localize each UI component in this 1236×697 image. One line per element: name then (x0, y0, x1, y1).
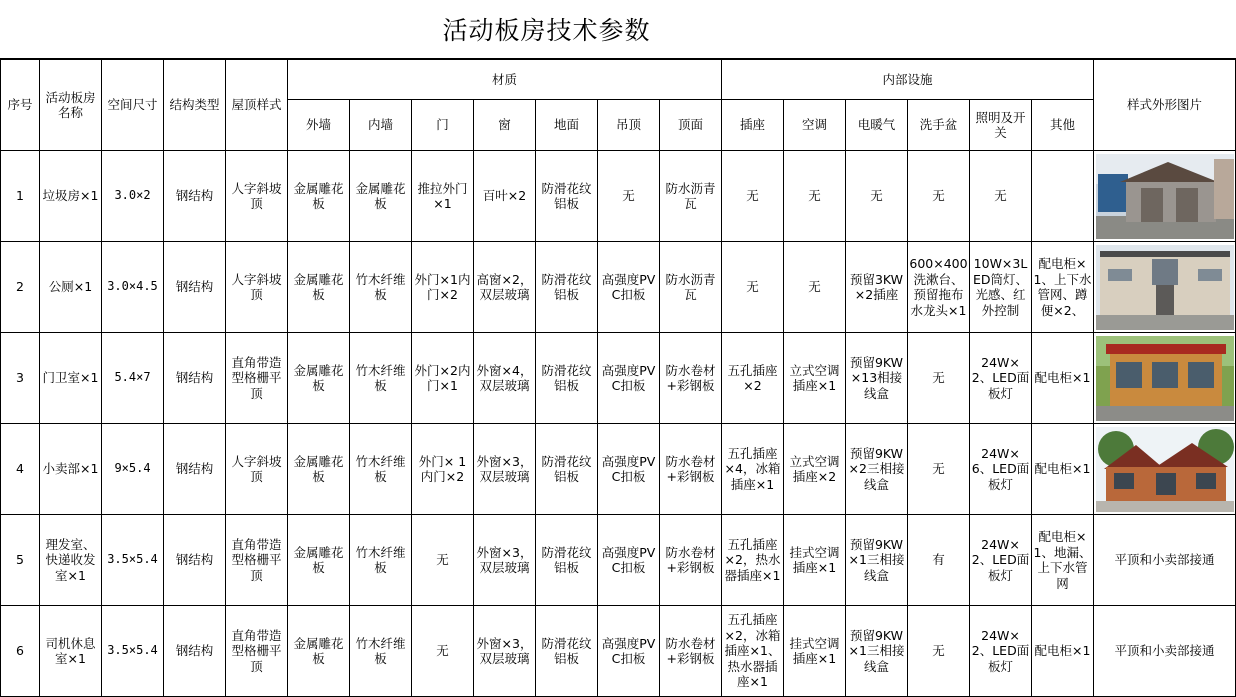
cell-name: 理发室、快递收发室×1 (40, 515, 102, 606)
cell-material: 外窗×3，双层玻璃 (474, 515, 536, 606)
cell-image-text: 平顶和小卖部接通 (1094, 606, 1236, 697)
header-material: 吊顶 (598, 100, 660, 151)
cell-size: 5.4×7 (102, 333, 164, 424)
cell-structure: 钢结构 (164, 242, 226, 333)
cell-name: 门卫室×1 (40, 333, 102, 424)
cell-material: 防水卷材+彩钢板 (660, 515, 722, 606)
header-image: 样式外形图片 (1094, 60, 1236, 151)
cell-facility: 无 (908, 333, 970, 424)
cell-material: 高强度PVC扣板 (598, 424, 660, 515)
header-facility: 照明及开关 (970, 100, 1032, 151)
cell-size: 3.5×5.4 (102, 515, 164, 606)
cell-facility: 无 (908, 606, 970, 697)
cell-roof: 人字斜坡顶 (226, 242, 288, 333)
cell-facility: 立式空调插座×2 (784, 424, 846, 515)
cell-structure: 钢结构 (164, 606, 226, 697)
cell-facility: 无 (722, 242, 784, 333)
header-material: 门 (412, 100, 474, 151)
shop-photo (1096, 427, 1234, 512)
cell-facility: 600×400洗漱台、预留拖布水龙头×1 (908, 242, 970, 333)
spec-table (0, 59, 1236, 697)
cell-material: 外门×2内门×1 (412, 333, 474, 424)
header-size: 空间尺寸 (102, 60, 164, 151)
cell-facility: 五孔插座×2，热水器插座×1 (722, 515, 784, 606)
cell-facility: 无 (846, 151, 908, 242)
cell-material: 无 (412, 515, 474, 606)
header-structure: 结构类型 (164, 60, 226, 151)
cell-facility: 配电柜×1 (1032, 424, 1094, 515)
table-row (1, 424, 1236, 515)
cell-facility: 24W×2、LED面板灯 (970, 606, 1032, 697)
cell-material: 无 (598, 151, 660, 242)
header-row-1 (1, 60, 1236, 100)
cell-material: 防水卷材+彩钢板 (660, 424, 722, 515)
cell-material: 金属雕花板 (288, 333, 350, 424)
cell-material: 外窗×3，双层玻璃 (474, 606, 536, 697)
cell-facility: 挂式空调插座×1 (784, 606, 846, 697)
cell-facility: 预留3KW×2插座 (846, 242, 908, 333)
cell-facility: 无 (970, 151, 1032, 242)
cell-facility: 无 (908, 424, 970, 515)
cell-roof: 人字斜坡顶 (226, 424, 288, 515)
cell-facility: 挂式空调插座×1 (784, 515, 846, 606)
photo-cell (1094, 424, 1236, 515)
cell-material: 竹木纤维板 (350, 606, 412, 697)
garbage-room-photo (1096, 154, 1234, 239)
header-name: 活动板房名称 (40, 60, 102, 151)
cell-image-text: 平顶和小卖部接通 (1094, 515, 1236, 606)
cell-facility: 24W×2、LED面板灯 (970, 515, 1032, 606)
cell-seq: 6 (1, 606, 40, 697)
cell-facility: 无 (784, 242, 846, 333)
cell-seq: 5 (1, 515, 40, 606)
cell-facility: 五孔插座×2，冰箱插座×1、热水器插座×1 (722, 606, 784, 697)
cell-material: 推拉外门×1 (412, 151, 474, 242)
cell-material: 高窗×2，双层玻璃 (474, 242, 536, 333)
cell-facility: 预留9KW×2三相接线盒 (846, 424, 908, 515)
cell-structure: 钢结构 (164, 515, 226, 606)
cell-facility: 预留9KW×13相接线盒 (846, 333, 908, 424)
cell-facility (1032, 151, 1094, 242)
cell-size: 9×5.4 (102, 424, 164, 515)
cell-material: 防水沥青瓦 (660, 151, 722, 242)
cell-material: 外门×1内门×2 (412, 242, 474, 333)
cell-material: 金属雕花板 (350, 151, 412, 242)
cell-facility: 配电柜×1、地漏、上下水管网 (1032, 515, 1094, 606)
header-facilities-group: 内部设施 (722, 60, 1094, 100)
cell-size: 3.0×2 (102, 151, 164, 242)
cell-material: 防水卷材+彩钢板 (660, 333, 722, 424)
cell-material: 金属雕花板 (288, 606, 350, 697)
header-material: 顶面 (660, 100, 722, 151)
cell-roof: 直角带造型格栅平顶 (226, 606, 288, 697)
cell-name: 公厕×1 (40, 242, 102, 333)
table-row (1, 151, 1236, 242)
cell-facility: 配电柜×1 (1032, 606, 1094, 697)
header-material: 外墙 (288, 100, 350, 151)
cell-facility: 预留9KW×1三相接线盒 (846, 606, 908, 697)
cell-material: 防滑花纹铝板 (536, 151, 598, 242)
cell-roof: 直角带造型格栅平顶 (226, 333, 288, 424)
table-row (1, 333, 1236, 424)
cell-material: 高强度PVC扣板 (598, 242, 660, 333)
cell-roof: 人字斜坡顶 (226, 151, 288, 242)
cell-structure: 钢结构 (164, 151, 226, 242)
cell-seq: 3 (1, 333, 40, 424)
header-roof-style: 屋顶样式 (226, 60, 288, 151)
header-facility: 插座 (722, 100, 784, 151)
guard-room-photo (1096, 336, 1234, 421)
header-material: 窗 (474, 100, 536, 151)
header-seq: 序号 (1, 60, 40, 151)
table-row (1, 606, 1236, 697)
cell-structure: 钢结构 (164, 333, 226, 424)
cell-material: 无 (412, 606, 474, 697)
cell-facility: 五孔插座×4，冰箱插座×1 (722, 424, 784, 515)
header-material-group: 材质 (288, 60, 722, 100)
header-facility: 电暖气 (846, 100, 908, 151)
photo-cell (1094, 151, 1236, 242)
cell-seq: 2 (1, 242, 40, 333)
cell-material: 竹木纤维板 (350, 242, 412, 333)
cell-facility: 24W×2、LED面板灯 (970, 333, 1032, 424)
cell-seq: 4 (1, 424, 40, 515)
cell-facility: 24W×6、LED面板灯 (970, 424, 1032, 515)
cell-size: 3.5×5.4 (102, 606, 164, 697)
cell-material: 竹木纤维板 (350, 333, 412, 424)
cell-material: 高强度PVC扣板 (598, 333, 660, 424)
cell-facility: 预留9KW×1三相接线盒 (846, 515, 908, 606)
cell-material: 金属雕花板 (288, 424, 350, 515)
header-facility: 空调 (784, 100, 846, 151)
cell-roof: 直角带造型格栅平顶 (226, 515, 288, 606)
cell-size: 3.0×4.5 (102, 242, 164, 333)
photo-cell (1094, 242, 1236, 333)
cell-material: 高强度PVC扣板 (598, 515, 660, 606)
cell-facility: 配电柜×1、上下水管网、蹲便×2、 (1032, 242, 1094, 333)
cell-material: 防滑花纹铝板 (536, 515, 598, 606)
cell-facility: 无 (908, 151, 970, 242)
cell-seq: 1 (1, 151, 40, 242)
cell-facility: 10W×3LED筒灯、光感、红外控制 (970, 242, 1032, 333)
cell-material: 外窗×3，双层玻璃 (474, 424, 536, 515)
cell-name: 小卖部×1 (40, 424, 102, 515)
cell-material: 外窗×4，双层玻璃 (474, 333, 536, 424)
cell-material: 防滑花纹铝板 (536, 333, 598, 424)
cell-material: 防水卷材+彩钢板 (660, 606, 722, 697)
cell-facility: 无 (784, 151, 846, 242)
cell-material: 百叶×2 (474, 151, 536, 242)
cell-material: 竹木纤维板 (350, 424, 412, 515)
cell-material: 金属雕花板 (288, 242, 350, 333)
header-material: 地面 (536, 100, 598, 151)
cell-facility: 五孔插座×2 (722, 333, 784, 424)
toilet-photo (1096, 245, 1234, 330)
document-title: 活动板房技术参数 (442, 16, 651, 45)
table-row (1, 515, 1236, 606)
table-row (1, 242, 1236, 333)
cell-structure: 钢结构 (164, 424, 226, 515)
cell-material: 防水沥青瓦 (660, 242, 722, 333)
cell-material: 防滑花纹铝板 (536, 242, 598, 333)
cell-facility: 配电柜×1 (1032, 333, 1094, 424)
header-facility: 其他 (1032, 100, 1094, 151)
cell-material: 外门× 1内门×2 (412, 424, 474, 515)
photo-cell (1094, 333, 1236, 424)
cell-material: 金属雕花板 (288, 151, 350, 242)
cell-material: 防滑花纹铝板 (536, 606, 598, 697)
cell-material: 高强度PVC扣板 (598, 606, 660, 697)
cell-material: 防滑花纹铝板 (536, 424, 598, 515)
cell-material: 竹木纤维板 (350, 515, 412, 606)
cell-material: 金属雕花板 (288, 515, 350, 606)
cell-name: 司机休息室×1 (40, 606, 102, 697)
cell-facility: 立式空调插座×1 (784, 333, 846, 424)
cell-facility: 无 (722, 151, 784, 242)
cell-name: 垃圾房×1 (40, 151, 102, 242)
header-material: 内墙 (350, 100, 412, 151)
header-facility: 洗手盆 (908, 100, 970, 151)
cell-facility: 有 (908, 515, 970, 606)
